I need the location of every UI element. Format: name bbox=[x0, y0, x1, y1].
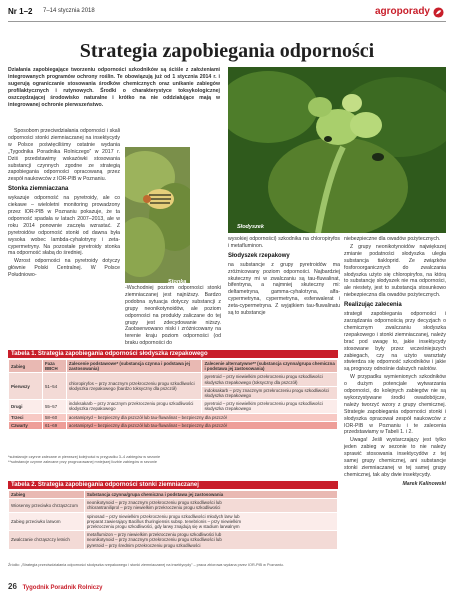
col4-heading: Realizując zalecenia bbox=[344, 302, 402, 309]
table-line: pyretroid – przy średnim przekroczeniu progu szkodliwości bbox=[86, 542, 201, 548]
issue-number: Nr 1–2 bbox=[8, 7, 33, 16]
col4-paragraph-4: W przypadku wymienionych szkodników o dużym potencjale wytwarzania odporności, do kolejnych zabiegów nie są wykorzystywane środki owadobójcze, należy tworzyć wzory z grupy chemicznej. Strategie zapobiegania odporności stonki i słodyszka opracował zespół naukowców z IOR-PIB w Poznaniu i te zalecenia przedstawiamy w Tabeli 1. i 2. bbox=[344, 374, 446, 436]
table1-note-2: **substancje czynne zalecane przy prognozowanej mniejszej liczbie zabiegów w sezonie bbox=[8, 460, 158, 464]
table-line: przekroczeniu progu szkodliwości, gdy larwy znajdują się w stadium larwalnym bbox=[86, 524, 240, 530]
table-row bbox=[9, 400, 338, 413]
table1-header-alt: Zalecenie alternatywne** (substancja czynna/grupa chemiczna i podstawa jej zastosowania) bbox=[202, 360, 338, 373]
table-line: preparat zawierający Bacillus thuringiensis subsp. tenebrionis – przy niewielkim bbox=[86, 518, 242, 524]
table1-note-1: *substancje czynne zalecane w pierwszej kolejności w przypadku 3–4 zabiegów w sezonie bbox=[8, 455, 161, 459]
table-cell: Zabieg przeciwko larwom bbox=[9, 512, 85, 531]
table-cell bbox=[84, 531, 337, 550]
table2-header-substance: Substancja czynna/grupa chemiczna i podstawa jej zastosowania bbox=[84, 491, 337, 499]
issue-date: 7–14 stycznia 2018 bbox=[43, 8, 95, 14]
potato-beetle-caption: Stonka bbox=[168, 279, 187, 285]
table-line: metaflumizon – przy niewielkim przekroczeniu progu szkodliwości lub bbox=[86, 532, 222, 538]
table1-header-bbch: Faza BBCH bbox=[42, 360, 66, 373]
article-title: Strategia zapobiegania odporności bbox=[79, 40, 375, 62]
table-line: neonikotynoid – przy znacznym przekroczeniu progu szkodliwości lub bbox=[86, 500, 222, 506]
table-cell: acetamipryd – bezpieczny dla pszczół lub tau-fluwalinat – bezpieczny dla pszczół bbox=[66, 421, 337, 429]
col4-paragraph-5: Uwaga! Jeśli wystarczający jest tylko jeden zabieg w sezonie to nie należy sprawić stosowania insektycydów z tej samej grupy chemicznej, ani substancje stonki ziemniaczanej w tej samej grupy chemicznej, tak aby dwie insektycydy. bbox=[344, 437, 446, 478]
table-row bbox=[9, 499, 338, 512]
table-cell: Wiosenny przeciwko chrząszczom bbox=[9, 499, 85, 512]
table1 bbox=[8, 359, 338, 430]
table-row bbox=[9, 373, 338, 386]
table2-title: Tabela 2. Strategia zapobiegania odporności stonki ziemniaczanej bbox=[8, 481, 338, 489]
table-line: spinosad – przy niewielkim przekroczeniu progu szkodliwości młodych larw lub bbox=[86, 513, 240, 519]
col1-paragraph-1: Sposobom przeciwdziałania odporności i skali odporności stonki ziemniaczanej na insektycydy w Polsce poświęciliśmy ostatnie wydania „Tygodnika Poradnika Rolniczego” w 2017 r. Dziś przedstawimy wskazówki stosowania substancji czynnych zgodne ze strategią zapobiegania odporności opracowaną przez zespół naukowców z IOR-PIB w Poznaniu. bbox=[8, 128, 120, 183]
table1-header-zabieg: Zabieg bbox=[9, 360, 43, 373]
table-cell: Zwalczanie chrząszczy letnich bbox=[9, 531, 85, 550]
table-row bbox=[9, 531, 338, 550]
table-cell: pyretroid – przy niewielkim przekroczeniu progu szkodliwości słodyszka rzepakowego (toksyczny dla pszczół) bbox=[202, 373, 338, 386]
pollen-beetle-photo bbox=[228, 67, 446, 233]
table-cell bbox=[84, 499, 337, 512]
table-cell: indoksakarb – przy znacznym przekroczeniu progu szkodliwości słodyszka rzepakowego bbox=[66, 400, 202, 413]
table-cell: Czwarty bbox=[9, 421, 43, 429]
col3-paragraph-1: wysokiej odporności) szkodnika na chloropiryfos i metafluminon. bbox=[228, 236, 340, 249]
col2-paragraph-1: -Wschodniej poziom odporności stonki ziemniaczanej jest najniższy. Bardzo podobna sytuacja dotyczy substancji z grupy neonikotynoidów, ale poziom odporności na produkty zaliczane do tej grupy jest zdecydowanie niższy. Zaobserwowano niski i zróżnicowany na terenie kraju poziom odporności (od braku odporności do bbox=[125, 285, 221, 347]
table-cell: chloropiryfos – przy znacznym przekroczeniu progu szkodliwości słodyszka rzepakowego (bardzo toksyczny dla pszczół) bbox=[66, 373, 202, 400]
table2 bbox=[8, 490, 338, 550]
table-cell: 55–57 bbox=[42, 400, 66, 413]
col3-paragraph-2: na substancje z grupy pyretroidów ma zróżnicowany poziom odporności. Najbardziej skuteczny mi w zwalczaniu są tau-fluwalinat, bifentryna, a najmniej skuteczny mi: deltametryna, gamma-cyhalotryna, alfa-cypermetryna, cypermetryna, esfenwalerat i zeta-cypermetryna. Z wyjątkiem tau-fluwalinatu są to substancje bbox=[228, 261, 340, 317]
table-cell: indoksakarb – przy znacznym przekroczeniu progu szkodliwości słodyszka rzepakowego bbox=[202, 386, 338, 399]
column-3 bbox=[228, 236, 340, 318]
table-cell: Trzeci bbox=[9, 413, 43, 421]
col4-paragraph-1: niebezpieczne dla owadów pożytecznych. bbox=[344, 236, 441, 242]
table2-source-note: Źródło: „Strategia przeciwdziałania odporności słodyszka rzepakowego i stonki ziemniaczanej na insektycydy” – praca zbiorowa wydana przez IOR-PIB w Poznaniu. bbox=[8, 563, 284, 567]
author-signature: Marek Kalinowski bbox=[402, 480, 446, 487]
table-cell: Drugi bbox=[9, 400, 43, 413]
table1-title: Tabela 1. Strategia zapobiegania odporności słodyszka rzepakowego bbox=[8, 350, 338, 358]
publication-name: Tygodnik Poradnik Rolniczy bbox=[22, 585, 103, 591]
page-footer bbox=[8, 582, 102, 591]
column-4 bbox=[344, 236, 446, 488]
table-cell: 61–69 bbox=[42, 421, 66, 429]
col1-paragraph-3: Wzrost odporności na pyretroidy dotyczy głównie Polski Centralnej. W Polsce Południowo- bbox=[8, 258, 120, 279]
table-cell: acetamipryd – bezpieczny dla pszczół lub tau-fluwalinat – bezpieczny dla pszczół bbox=[66, 413, 337, 421]
column-1 bbox=[8, 128, 120, 280]
page-header bbox=[8, 6, 446, 22]
brand-logo: agroporady bbox=[374, 6, 430, 17]
table1-header-basic: Zalecenie podstawowe* (substancja czynna i podstawa jej zastosowania) bbox=[66, 360, 202, 373]
table-cell: 51–54 bbox=[42, 373, 66, 400]
table-cell: 58–60 bbox=[42, 413, 66, 421]
page-number: 26 bbox=[8, 582, 17, 591]
column-2 bbox=[125, 285, 221, 348]
potato-beetle-photo-image bbox=[125, 147, 190, 283]
col4-paragraph-2: Z grupy neonikotynoidów największej zmianie podatności słodyszka uległa substancja tiakloprid. Ze związków fosforoorganicznych do zwalczania słodyszka użyto się chloropiryfos, na którą to substancję słodyszek nie ma odporności, ale niestety, jest to substancja stosunkowo niebezpieczna dla owadów pożytecznych. bbox=[344, 243, 446, 299]
col4-paragraph-3: strategii zapobiegania odporności i zarządzania odpornością przy decyzjach o chemicznym zwalczaniu słodyszka rzepakowego i stonki ziemniaczanej, należy brać pod uwagę to, jakie insektycydy stosowane były przez wcześniejszych zabiegach, czy na użyto warsztaty stwierdza się odporność szkodników i jakie są prognozy odnośnie dalszych nalotów. bbox=[344, 311, 446, 373]
table-line: chlorantraniliprol – przy niewielkim przekroczeniu progu szkodliwości bbox=[86, 505, 221, 511]
col1-paragraph-2: wykazuje odporność na pyretroidy, ale co ciekawe – wieloletni monitoring prowadzony przez IOR-PIB w Poznaniu pokazuje, że ta odporność spadała w latach 2007–2013, ale w roku 2014 ponownie zaczęła wzrastać. Z pyretroidów odporność stonki od dawna była wysoka wobec lambda-cyhalotryny i zeta-cypermetryny. Na pozostałe pyretroidy stonka ma odporność słabą do średniej. bbox=[8, 195, 120, 257]
table-row bbox=[9, 512, 338, 531]
table-row bbox=[9, 413, 338, 421]
table2-header-zabieg: Zabieg bbox=[9, 491, 85, 499]
pollen-beetle-caption: Słodyszek bbox=[237, 224, 264, 230]
col3-heading: Słodyszek rzepakowy bbox=[228, 252, 290, 259]
table-line: neonikotynoid – przy znacznym przekroczeniu progu szkodliwości lub bbox=[86, 537, 222, 543]
table-cell: pyretroid – przy niewielkim przekroczeniu progu szkodliwości słodyszka rzepakowego bbox=[202, 400, 338, 413]
leaf-icon bbox=[433, 7, 444, 18]
table-cell bbox=[84, 512, 337, 531]
table-cell: Pierwszy bbox=[9, 373, 43, 400]
article-lead: Działania zapobiegające tworzeniu odporności szkodników są ściśle z założeniami integrowanych programów ochrony roślin. Te obowiązują już od 1 stycznia 2014 r. i sugerują ograniczanie stosowania środków chemicznych oraz unikanie zabiegów profilaktycznych i rutynowych. Środki o charakterystyce toksykologicznej oszczędzającej środowisko naturalne i krótko na nie oddziałujące mają w integrowanej ochronie pierwszeństwo. bbox=[8, 67, 220, 108]
table-row bbox=[9, 421, 338, 429]
col1-heading: Stonka ziemniaczana bbox=[8, 186, 69, 193]
